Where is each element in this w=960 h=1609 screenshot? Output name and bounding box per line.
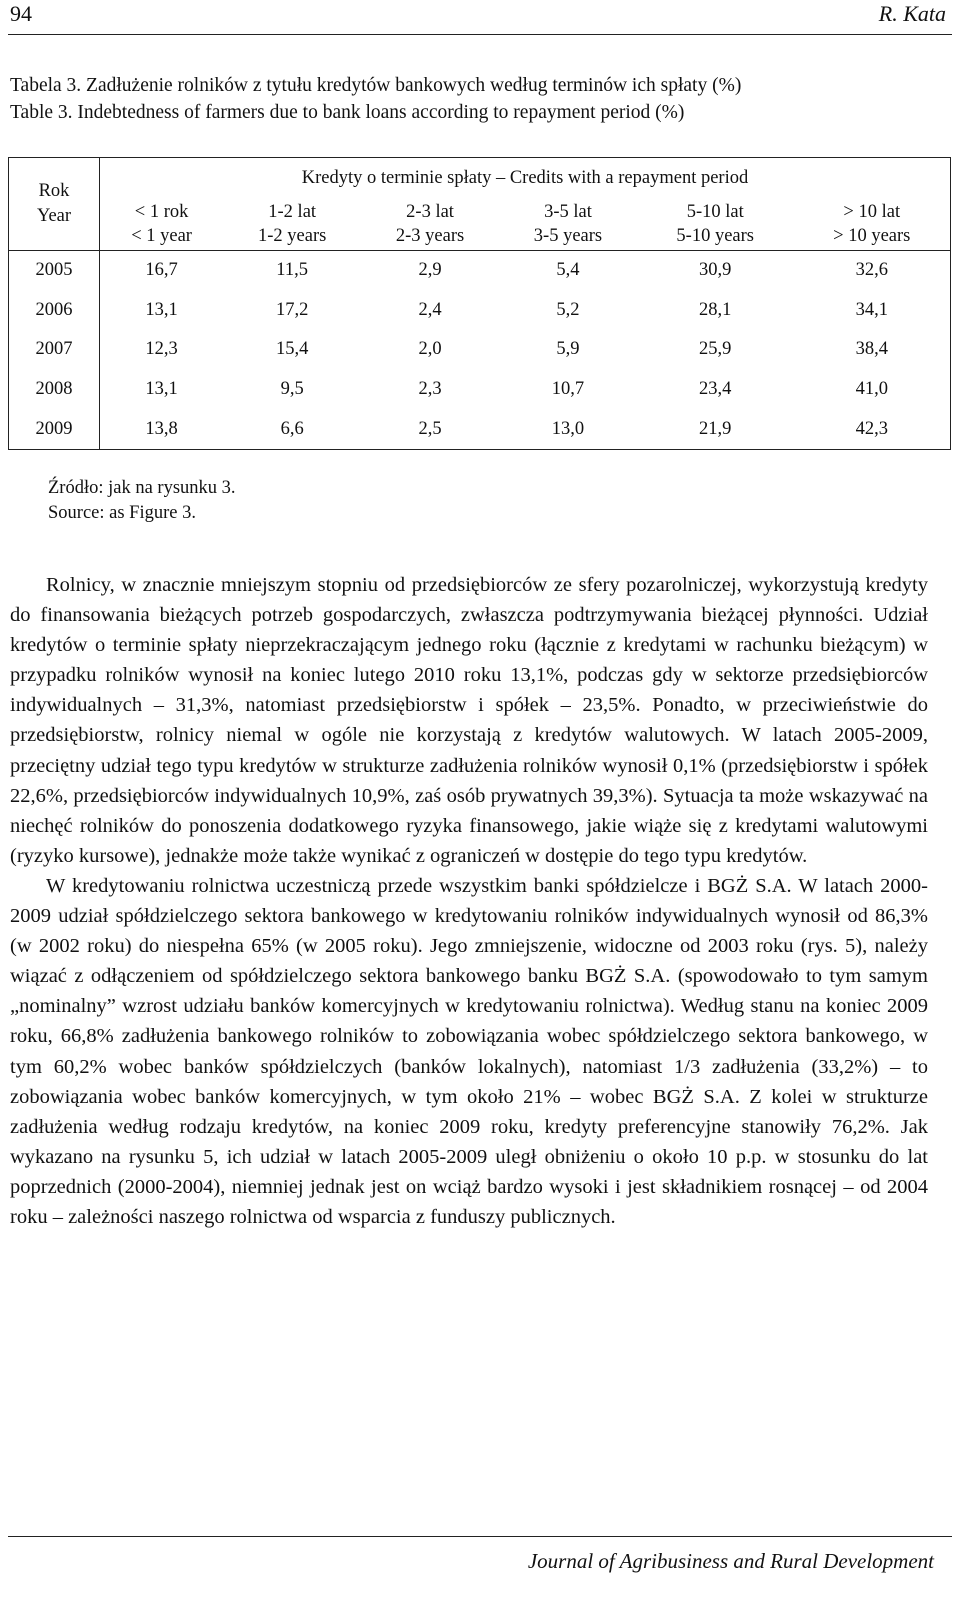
column-header-en: 3-5 years <box>533 226 603 246</box>
table-cell: 21,9 <box>699 418 732 439</box>
debt-table <box>8 157 951 450</box>
page-header <box>8 0 952 35</box>
caption-english: Table 3. Indebtedness of farmers due to bank loans according to repayment period (%) <box>10 102 685 123</box>
page-number: 94 <box>10 1 32 26</box>
column-header-pl: 1-2 lat <box>268 202 317 222</box>
column-header <box>361 198 499 251</box>
table-row <box>9 291 951 331</box>
column-header-en: > 10 years <box>833 226 911 246</box>
table-cell: 2,4 <box>418 299 442 320</box>
table-cell: 5,4 <box>556 260 580 281</box>
table-caption <box>10 72 741 126</box>
year-column-header <box>9 158 100 251</box>
table-cell: 2,5 <box>418 418 442 439</box>
body-text <box>10 570 928 1232</box>
table-cell: 41,0 <box>855 379 888 400</box>
caption-polish: Tabela 3. Zadłużenie rolników z tytułu kredytów bankowych według terminów ich spłaty (%) <box>10 75 742 96</box>
table-cell: 9,5 <box>280 379 304 400</box>
table-cell: 11,5 <box>276 260 308 281</box>
table-cell: 38,4 <box>855 339 888 360</box>
column-header-en: < 1 year <box>131 226 192 246</box>
row-year: 2005 <box>9 251 100 291</box>
table-cell: 13,1 <box>145 379 178 400</box>
table-cell: 34,1 <box>855 299 888 320</box>
table-cell: 28,1 <box>699 299 732 320</box>
table-cell: 2,3 <box>418 379 442 400</box>
row-year: 2009 <box>9 409 100 449</box>
column-header-pl: > 10 lat <box>843 202 901 222</box>
table-cell: 16,7 <box>145 260 178 281</box>
table-cell: 5,9 <box>556 339 580 360</box>
row-year: 2008 <box>9 370 100 410</box>
table-cell: 2,9 <box>418 260 442 281</box>
table-source-note <box>48 476 236 526</box>
table-cell: 13,1 <box>145 299 178 320</box>
column-header <box>223 198 361 251</box>
table-cell: 42,3 <box>855 418 888 439</box>
table-cell: 17,2 <box>275 299 309 320</box>
column-header-pl: 3-5 lat <box>544 202 592 222</box>
column-header <box>637 198 794 251</box>
table-cell: 10,7 <box>551 379 585 400</box>
column-header <box>499 198 637 251</box>
table-row <box>9 330 951 370</box>
journal-name: Journal of Agribusiness and Rural Development <box>527 1549 934 1573</box>
page-footer <box>8 1536 952 1573</box>
table-cell: 32,6 <box>855 260 888 281</box>
repayment-period-group-header: Kredyty o terminie spłaty – Credits with a repayment period <box>301 167 749 188</box>
table-row <box>9 370 951 410</box>
paragraph: Rolnicy, w znacznie mniejszym stopniu od przedsiębiorców ze sfery pozarolniczej, wykorzystują kredyty do finansowania bieżących potrzeb gospodarczych, zwłaszcza podtrzymywania bieżącej płynności. Udział kredytów o terminie spłaty nieprzekraczającym jednego roku (łącznie z kredytami w rachunku bieżącym) w przypadku rolników wynosił na koniec lutego 2010 roku 13,1%, podczas gdy w sektorze przedsiębiorców indywidualnych – 31,3%, natomiast przedsiębiorstw i spółek – 23,5%. Ponadto, w przeciwieństwie do przedsiębiorstw, rolnicy niemal w ogóle nie korzystają z kredytów walutowych. W latach 2005-2009, przeciętny udział tego typu kredytów w strukturze zadłużenia rolników wynosił 0,1% (przedsiębiorstw i spółek 22,6%, przedsiębiorców indywidualnych 10,9%, zaś osób prywatnych 39,3%). Sytuacja ta może wskazywać na niechęć rolników do ponoszenia dodatkowego ryzyka finansowego, jakie wiąże się z kredytami walutowymi (ryzyko kursowe), jednakże może także wynikać z ograniczeń w dostępie do tego typu kredytów. <box>10 574 928 867</box>
running-head-author: R. Kata <box>878 1 946 26</box>
table-cell: 30,9 <box>699 260 732 281</box>
table-header-group-row <box>9 158 951 199</box>
column-header <box>100 198 224 251</box>
year-header-pl: Rok <box>38 181 70 201</box>
table-cell: 13,8 <box>145 418 178 439</box>
table-cell: 6,6 <box>280 418 304 439</box>
row-year: 2006 <box>9 291 100 331</box>
column-header-pl: 5-10 lat <box>686 202 744 222</box>
row-year: 2007 <box>9 330 100 370</box>
column-header-pl: < 1 rok <box>134 202 189 222</box>
source-english: Source: as Figure 3. <box>48 503 196 523</box>
column-header-pl: 2-3 lat <box>406 202 454 222</box>
table-cell: 5,2 <box>556 299 580 320</box>
year-header-en: Year <box>36 206 72 226</box>
table-cell: 23,4 <box>699 379 732 400</box>
table-row <box>9 409 951 449</box>
table-row <box>9 251 951 291</box>
column-header-en: 1-2 years <box>257 226 327 246</box>
column-header-en: 2-3 years <box>395 226 465 246</box>
table-cell: 2,0 <box>418 339 442 360</box>
table-cell: 12,3 <box>145 339 178 360</box>
column-header-en: 5-10 years <box>676 226 754 246</box>
source-polish: Źródło: jak na rysunku 3. <box>48 478 236 498</box>
table-cell: 25,9 <box>699 339 732 360</box>
table-cell: 15,4 <box>275 339 309 360</box>
table-cell: 13,0 <box>551 418 585 439</box>
column-header <box>794 198 951 251</box>
table-header-columns-row <box>9 198 951 251</box>
paragraph: W kredytowaniu rolnictwa uczestniczą przede wszystkim banki spółdzielcze i BGŻ S.A. W latach 2000-2009 udział spółdzielczego sektora bankowego w kredytowaniu rolników indywidualnych wynosił od 86,3% (w 2002 roku) do niespełna 65% (w 2005 roku). Jego zmniejszenie, widoczne od 2003 roku (rys. 5), należy wiązać z odłączeniem od spółdzielczego sektora bankowego banku BGŻ S.A. (spowodowało to tym samym „nominalny” wzrost udziału banków komercyjnych w kredytowaniu rolnictwa). Według stanu na koniec 2009 roku, 66,8% zadłużenia bankowego rolników to zobowiązania wobec spółdzielczego sektora bankowego, w tym 60,2% wobec banków spółdzielczych (banków lokalnych), natomiast 1/3 zadłużenia (33,2%) – to zobowiązania wobec banków komercyjnych, w tym około 21% – wobec BGŻ S.A. Z kolei w strukturze zadłużenia według rodzaju kredytów, na koniec 2009 roku, kredyty preferencyjne stanowiły 76,2%. Jak wykazano na rysunku 5, ich udział w latach 2005-2009 uległ obniżeniu o około 10 p.p. w stosunku do lat poprzednich (2000-2004), niemniej jednak jest on wciąż bardzo wysoki i jest składnikiem rosnącej – od 2004 roku – zależności naszego rolnictwa od wsparcia z funduszy publicznych. <box>10 874 928 1228</box>
